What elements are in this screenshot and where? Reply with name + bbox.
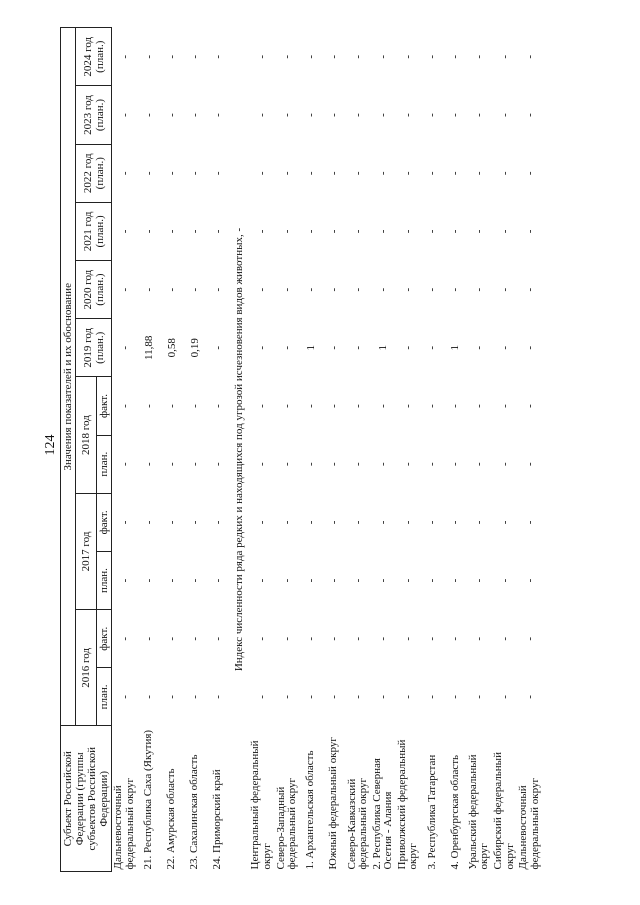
value-cell: - <box>165 113 178 117</box>
value-cell: - <box>118 171 131 176</box>
value-cell: - <box>142 462 155 466</box>
value-cell: - <box>281 54 294 59</box>
value-cell: - <box>142 520 155 525</box>
value-cell: - <box>328 113 341 117</box>
table-row <box>323 28 346 872</box>
value-cell: - <box>473 345 486 350</box>
value-cell: - <box>473 636 486 641</box>
value-cell: - <box>305 113 318 117</box>
value-cell: - <box>498 345 511 350</box>
value-cell: - <box>523 695 536 699</box>
value-cell: - <box>328 404 341 408</box>
value-cell: - <box>281 520 294 525</box>
subject-name: 23. Сахалинская область <box>188 754 201 870</box>
value-cell: - <box>256 345 269 350</box>
table-row <box>160 28 183 872</box>
subject-name: 2. Республика Северная Осетия - Алания <box>370 758 395 870</box>
value-cell: - <box>426 113 439 117</box>
subject-name: Северо-Западный федеральный округ <box>274 778 299 870</box>
value-cell: - <box>426 229 439 234</box>
value-cell: - <box>188 404 201 408</box>
value-cell: - <box>402 404 415 408</box>
value-cell: - <box>352 54 365 59</box>
value-cell: - <box>281 229 294 234</box>
value-cell: - <box>211 462 224 466</box>
value-cell: - <box>352 113 365 117</box>
plan-subheader: план. <box>97 551 112 609</box>
subject-name: Южный федеральный округ <box>327 737 340 870</box>
value-cell: - <box>256 404 269 408</box>
subject-name: 4. Оренбургская область <box>448 754 461 870</box>
value-cell: - <box>142 695 155 699</box>
value-cell: - <box>402 462 415 466</box>
value-cell: - <box>256 54 269 59</box>
value-cell: - <box>328 345 341 350</box>
plan-subheader: план. <box>97 435 112 493</box>
value-cell: - <box>523 520 536 525</box>
table-body-section-b <box>249 28 542 872</box>
value-cell: - <box>211 54 224 59</box>
value-cell: - <box>256 695 269 699</box>
value-cell: - <box>473 54 486 59</box>
value-cell: - <box>426 578 439 583</box>
value-cell: - <box>256 520 269 525</box>
value-cell: - <box>256 229 269 234</box>
value-cell: - <box>402 345 415 350</box>
table-body-section-a <box>112 28 230 872</box>
value-cell: - <box>305 229 318 234</box>
value-cell: - <box>328 695 341 699</box>
value-cell: - <box>473 404 486 408</box>
value-cell: - <box>426 520 439 525</box>
subject-name: 3. Республика Татарстан <box>425 754 438 870</box>
value-cell: 11,88 <box>142 335 155 360</box>
value-cell: - <box>118 462 131 466</box>
value-cell: - <box>188 171 201 176</box>
subject-name: Сибирский федеральный округ <box>492 752 516 870</box>
value-cell: - <box>328 287 341 292</box>
value-cell: - <box>256 578 269 583</box>
value-cell: - <box>352 404 365 408</box>
value-cell: - <box>142 636 155 641</box>
value-cell: - <box>402 636 415 641</box>
value-cell: - <box>498 636 511 641</box>
plan-subheader: план. <box>97 668 112 726</box>
value-cell: - <box>377 636 390 641</box>
year-header: 2017 год <box>76 493 97 609</box>
value-cell: - <box>352 695 365 699</box>
value-cell: - <box>449 695 462 699</box>
value-cell: - <box>523 636 536 641</box>
value-cell: - <box>426 345 439 350</box>
value-cell: - <box>426 287 439 292</box>
subject-name: Дальневосточный федеральный округ <box>112 778 136 870</box>
value-cell: - <box>188 462 201 466</box>
value-cell: - <box>305 695 318 699</box>
value-cell: - <box>118 345 131 350</box>
value-cell: - <box>118 113 131 117</box>
value-cell: - <box>118 287 131 292</box>
table-row <box>396 28 421 872</box>
value-cell: - <box>211 287 224 292</box>
value-cell: - <box>352 578 365 583</box>
subject-column-header: Субъект Российской Федерации (группы субъектов Российской Федерации) <box>61 726 112 872</box>
value-cell: 0,58 <box>165 338 178 358</box>
value-cell: - <box>449 54 462 59</box>
value-cell: - <box>211 404 224 408</box>
value-cell: - <box>352 171 365 176</box>
value-cell: - <box>377 229 390 234</box>
value-cell: - <box>498 287 511 292</box>
value-cell: - <box>473 113 486 117</box>
value-cell: - <box>449 520 462 525</box>
value-cell: - <box>328 462 341 466</box>
value-cell: 1 <box>377 345 390 351</box>
section-title-row-group <box>229 28 249 872</box>
value-cell: - <box>473 462 486 466</box>
value-cell: - <box>523 54 536 59</box>
value-cell: - <box>305 578 318 583</box>
value-cell: - <box>305 462 318 466</box>
value-cell: - <box>118 636 131 641</box>
value-cell: - <box>352 287 365 292</box>
value-cell: - <box>165 287 178 292</box>
value-cell: - <box>523 404 536 408</box>
value-cell: - <box>426 695 439 699</box>
value-cell: - <box>473 287 486 292</box>
value-cell: - <box>281 462 294 466</box>
value-cell: - <box>165 578 178 583</box>
value-cell: - <box>256 113 269 117</box>
value-cell: - <box>305 520 318 525</box>
value-cell: - <box>281 578 294 583</box>
value-cell: - <box>377 695 390 699</box>
subject-name: Приволжский федеральный округ <box>395 739 420 870</box>
value-cell: - <box>281 404 294 408</box>
value-cell: - <box>328 520 341 525</box>
value-cell: - <box>328 54 341 59</box>
value-cell: - <box>352 520 365 525</box>
value-cell: - <box>188 113 201 117</box>
value-cell: - <box>352 636 365 641</box>
value-cell: - <box>142 229 155 234</box>
page-number: 124 <box>43 434 58 456</box>
value-cell: - <box>281 287 294 292</box>
value-cell: - <box>188 520 201 525</box>
value-cell: - <box>142 54 155 59</box>
value-cell: 1 <box>449 345 462 351</box>
rotated-table-container <box>60 27 620 872</box>
value-cell: - <box>498 462 511 466</box>
value-cell: - <box>211 578 224 583</box>
value-cell: - <box>352 345 365 350</box>
value-cell: - <box>523 229 536 234</box>
value-cell: - <box>165 636 178 641</box>
plan-year-header: 2019 год (план.) <box>76 319 112 377</box>
value-cell: - <box>449 404 462 408</box>
subject-name: Северо-Кавказский федеральный округ <box>345 778 370 870</box>
table-row <box>249 28 274 872</box>
value-cell: - <box>377 54 390 59</box>
value-cell: - <box>211 229 224 234</box>
table-row <box>112 28 138 872</box>
value-cell: - <box>426 54 439 59</box>
value-cell: - <box>328 636 341 641</box>
value-cell: - <box>118 404 131 408</box>
value-cell: - <box>165 229 178 234</box>
table-row <box>300 28 323 872</box>
year-header: 2018 год <box>76 377 97 493</box>
value-cell: - <box>473 520 486 525</box>
value-cell: - <box>165 520 178 525</box>
value-cell: - <box>256 636 269 641</box>
value-cell: - <box>305 404 318 408</box>
value-cell: - <box>188 695 201 699</box>
table-row <box>206 28 229 872</box>
value-cell: - <box>188 54 201 59</box>
table-row <box>444 28 467 872</box>
table-row <box>137 28 160 872</box>
value-cell: - <box>449 229 462 234</box>
value-cell: - <box>402 287 415 292</box>
value-cell: - <box>449 171 462 176</box>
value-cell: - <box>426 462 439 466</box>
value-cell: - <box>523 287 536 292</box>
table-row <box>183 28 206 872</box>
fact-subheader: факт. <box>97 493 112 551</box>
plan-year-header: 2023 год (план.) <box>76 86 112 144</box>
year-header: 2016 год <box>76 610 97 726</box>
value-cell: - <box>473 578 486 583</box>
subject-name: 1. Архангельская область <box>304 750 317 870</box>
value-cell: - <box>426 636 439 641</box>
value-cell: - <box>523 462 536 466</box>
value-cell: - <box>498 171 511 176</box>
value-cell: - <box>142 113 155 117</box>
value-cell: - <box>305 171 318 176</box>
value-cell: - <box>211 636 224 641</box>
value-cell: - <box>118 229 131 234</box>
value-cell: - <box>188 578 201 583</box>
subject-name: Центральный федеральный округ <box>249 740 274 870</box>
value-cell: - <box>498 54 511 59</box>
subject-name: Дальневосточный федеральный округ <box>517 778 541 870</box>
value-cell: - <box>523 171 536 176</box>
value-cell: - <box>188 229 201 234</box>
value-cell: - <box>211 345 224 350</box>
value-cell: - <box>305 54 318 59</box>
value-cell: - <box>402 695 415 699</box>
value-cell: - <box>281 636 294 641</box>
value-cell: - <box>523 345 536 350</box>
value-cell: - <box>165 695 178 699</box>
value-cell: - <box>473 171 486 176</box>
value-cell: - <box>377 404 390 408</box>
value-cell: - <box>523 113 536 117</box>
table-row <box>421 28 444 872</box>
value-cell: 0,19 <box>188 338 201 358</box>
value-cell: - <box>118 520 131 525</box>
subject-name: Уральский федеральный округ <box>466 754 491 870</box>
table-row <box>517 28 542 872</box>
value-cell: - <box>449 578 462 583</box>
value-cell: - <box>188 636 201 641</box>
value-cell: - <box>328 229 341 234</box>
value-cell: - <box>426 404 439 408</box>
value-cell: - <box>449 462 462 466</box>
value-cell: - <box>498 404 511 408</box>
value-cell: - <box>165 54 178 59</box>
value-cell: - <box>449 287 462 292</box>
fact-subheader: факт. <box>97 610 112 668</box>
value-cell: - <box>142 171 155 176</box>
value-cell: - <box>256 287 269 292</box>
value-cell: - <box>118 578 131 583</box>
value-cell: - <box>118 54 131 59</box>
value-cell: - <box>142 578 155 583</box>
value-cell: - <box>377 171 390 176</box>
value-cell: - <box>305 636 318 641</box>
value-cell: - <box>281 113 294 117</box>
value-cell: - <box>498 520 511 525</box>
indicators-table <box>60 27 542 872</box>
value-cell: - <box>402 171 415 176</box>
value-cell: - <box>498 578 511 583</box>
value-cell: - <box>498 113 511 117</box>
value-cell: - <box>402 520 415 525</box>
value-cell: - <box>449 636 462 641</box>
value-cell: - <box>328 578 341 583</box>
value-cell: - <box>377 520 390 525</box>
table-row <box>346 28 371 872</box>
value-cell: - <box>118 695 131 699</box>
value-cell: - <box>498 695 511 699</box>
value-cell: - <box>165 171 178 176</box>
value-cell: - <box>402 578 415 583</box>
value-cell: - <box>165 404 178 408</box>
section-title: Индекс численности ряда редких и находящихся под угрозой исчезновения видов животных, - <box>233 227 246 672</box>
value-cell: - <box>281 695 294 699</box>
value-cell: - <box>377 113 390 117</box>
table-row <box>467 28 492 872</box>
value-cell: - <box>142 287 155 292</box>
value-cell: - <box>473 229 486 234</box>
value-cell: - <box>305 287 318 292</box>
value-cell: - <box>498 229 511 234</box>
value-cell: - <box>281 171 294 176</box>
value-cell: - <box>352 462 365 466</box>
value-cell: - <box>377 578 390 583</box>
plan-year-header: 2021 год (план.) <box>76 202 112 260</box>
plan-year-header: 2020 год (план.) <box>76 261 112 319</box>
value-cell: - <box>211 695 224 699</box>
value-cell: - <box>328 171 341 176</box>
value-cell: - <box>211 113 224 117</box>
subject-name: 22. Амурская область <box>165 768 178 870</box>
value-cell: - <box>402 113 415 117</box>
subject-name: 21. Республика Саха (Якутия) <box>142 729 155 870</box>
value-cell: - <box>188 287 201 292</box>
table-row <box>275 28 300 872</box>
value-cell: - <box>473 695 486 699</box>
value-cell: - <box>449 113 462 117</box>
subject-name: 24. Приморский край <box>211 769 224 870</box>
plan-year-header: 2024 год (план.) <box>76 28 112 86</box>
plan-year-header: 2022 год (план.) <box>76 144 112 202</box>
value-cell: - <box>402 54 415 59</box>
value-cell: - <box>377 462 390 466</box>
value-cell: - <box>377 287 390 292</box>
value-cell: - <box>211 520 224 525</box>
value-cell: - <box>165 462 178 466</box>
value-cell: - <box>281 345 294 350</box>
value-cell: - <box>426 171 439 176</box>
value-cell: - <box>352 229 365 234</box>
table-row <box>371 28 396 872</box>
value-cell: - <box>256 171 269 176</box>
table-row <box>492 28 517 872</box>
values-group-header: Значения показателей и их обоснование <box>61 28 76 727</box>
value-cell: - <box>142 404 155 408</box>
value-cell: - <box>211 171 224 176</box>
value-cell: - <box>402 229 415 234</box>
value-cell: - <box>256 462 269 466</box>
fact-subheader: факт. <box>97 377 112 435</box>
value-cell: - <box>523 578 536 583</box>
value-cell: 1 <box>305 345 318 351</box>
